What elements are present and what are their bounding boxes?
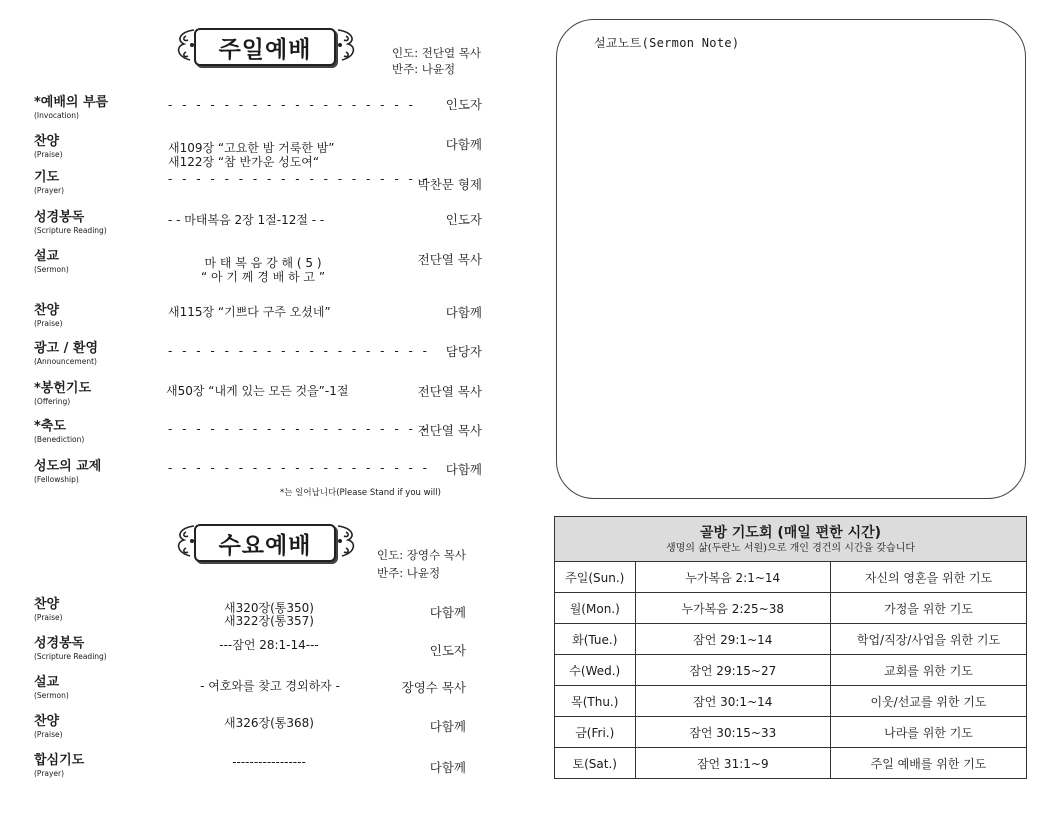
program-item-english: (Praise) — [34, 319, 63, 328]
passage-cell: 잠언 31:1~9 — [635, 748, 830, 779]
day-cell: 주일(Sun.) — [555, 562, 636, 593]
passage-cell: 잠언 29:15~27 — [635, 655, 830, 686]
day-cell: 수(Wed.) — [555, 655, 636, 686]
program-item-label: 설교 — [34, 249, 60, 264]
program-item-english: (Invocation) — [34, 111, 79, 120]
program-item-english: (Praise) — [34, 613, 63, 622]
program-item-content: ----------------- — [232, 755, 306, 769]
table-row — [555, 624, 1027, 655]
program-item-content: - - 마태복음 2장 1절-12절 - - — [168, 213, 325, 227]
sermon-series: 마 태 복 음 강 해 ( 5 ) — [204, 256, 322, 270]
table-row — [555, 593, 1027, 624]
program-item-label: 성도의 교제 — [34, 459, 102, 474]
table-row — [555, 655, 1027, 686]
program-item-responsible: 담당자 — [445, 344, 482, 359]
program-item-content: ---잠언 28:1-14--- — [219, 638, 319, 652]
passage-cell: 잠언 30:15~33 — [635, 717, 830, 748]
program-item-label: 성경봉독 — [34, 210, 85, 225]
wednesday-leader: 인도: 장영수 목사 — [377, 548, 466, 562]
table-row — [555, 748, 1027, 779]
program-item-english: (Scripture Reading) — [34, 652, 107, 661]
topic-cell: 자신의 영혼을 위한 기도 — [831, 562, 1027, 593]
prayer-table-header — [555, 517, 1027, 562]
table-row — [555, 686, 1027, 717]
program-item-responsible: 인도자 — [445, 212, 482, 227]
program-item-content: - - - - - - - - - - - - - - - - - - - — [168, 461, 430, 475]
passage-cell: 누가복음 2:25~38 — [635, 593, 830, 624]
day-cell: 화(Tue.) — [555, 624, 636, 655]
wed-row-scripture — [34, 636, 496, 668]
sunday-accompanist: 반주: 나윤정 — [392, 62, 456, 76]
program-item-responsible: 다함께 — [429, 605, 466, 620]
program-item-responsible: 전단열 목사 — [417, 252, 482, 267]
day-cell: 목(Thu.) — [555, 686, 636, 717]
wednesday-service-header — [172, 522, 362, 564]
program-item-label: 찬양 — [34, 714, 60, 729]
hymn-line-2: 새122장 “참 반가운 성도여“ — [168, 155, 320, 169]
program-item-content: - - - - - - - - - - - - - - - - - - - — [168, 344, 430, 358]
program-item-label: 합심기도 — [34, 753, 85, 768]
program-item-label: 성경봉독 — [34, 636, 85, 651]
day-cell: 금(Fri.) — [555, 717, 636, 748]
prayer-table-subtitle: 생명의 삶(두란노 서원)으로 개인 경건의 시간을 갖습니다 — [665, 542, 916, 554]
program-item-english: (Offering) — [34, 397, 71, 406]
program-item-english: (Announcement) — [34, 357, 97, 366]
program-item-english: (Fellowship) — [34, 475, 79, 484]
program-item-label: 광고 / 환영 — [34, 341, 99, 356]
program-item-label: 설교 — [34, 675, 60, 690]
hymn-line-2: 새322장(통357) — [224, 614, 314, 628]
program-item-content: - 여호와를 찾고 경외하자 - — [200, 679, 340, 693]
program-item-english: (Sermon) — [34, 691, 69, 700]
topic-cell: 학업/직장/사업을 위한 기도 — [831, 624, 1027, 655]
program-item-label: 찬양 — [34, 134, 60, 149]
wednesday-accompanist: 반주: 나윤정 — [377, 566, 441, 580]
passage-cell: 잠언 29:1~14 — [635, 624, 830, 655]
hymn-line-1: 새109장 “고요한 밤 거룩한 밤” — [168, 141, 335, 155]
program-item-content: 새50장 “내게 있는 모든 것을”-1절 — [166, 384, 349, 398]
program-row-scripture — [34, 210, 496, 242]
program-item-label: *봉헌기도 — [34, 381, 92, 396]
topic-cell: 나라를 위한 기도 — [831, 717, 1027, 748]
wednesday-service-title: 수요예배 — [194, 524, 336, 562]
program-item-english: (Prayer) — [34, 186, 65, 195]
program-row-offering — [34, 381, 496, 413]
program-item-english: (Praise) — [34, 150, 63, 159]
wed-row-prayer — [34, 753, 496, 785]
program-item-english: (Sermon) — [34, 265, 69, 274]
prayer-schedule-table — [554, 516, 1027, 779]
sunday-service-header — [172, 26, 362, 68]
program-item-responsible: 박찬문 형제 — [417, 177, 482, 192]
program-item-english: (Benediction) — [34, 435, 85, 444]
program-item-english: (Praise) — [34, 730, 63, 739]
program-item-responsible: 다함께 — [445, 137, 482, 152]
sermon-note-title: 설교노트(Sermon Note) — [594, 36, 740, 50]
right-flourish-ornament — [334, 26, 360, 66]
program-row-sermon — [34, 249, 496, 284]
program-item-content: - - - - - - - - - - - - - - - - - - — [168, 98, 416, 112]
sunday-service-title: 주일예배 — [194, 28, 336, 66]
wed-row-praise-2 — [34, 714, 496, 746]
program-item-label: *예배의 부름 — [34, 95, 109, 110]
sermon-note-box[interactable] — [556, 19, 1026, 499]
program-row-praise-2 — [34, 303, 496, 335]
program-item-responsible: 다함께 — [445, 305, 482, 320]
prayer-table-title: 골방 기도회 (매일 편한 시간) — [699, 524, 882, 541]
program-item-label: 기도 — [34, 170, 60, 185]
sermon-title: “ 아 기 께 경 배 하 고 ” — [200, 270, 326, 284]
day-cell: 토(Sat.) — [555, 748, 636, 779]
program-item-responsible: 전단열 목사 — [417, 423, 482, 438]
stand-note: *는 일어납니다(Please Stand if you will) — [280, 488, 441, 498]
program-item-label: 찬양 — [34, 303, 60, 318]
right-flourish-ornament — [334, 522, 360, 562]
program-item-responsible: 인도자 — [429, 643, 466, 658]
passage-cell: 잠언 30:1~14 — [635, 686, 830, 717]
program-item-content: - - - - - - - - - - - - - - - - - - - — [168, 172, 430, 186]
program-item-english: (Scripture Reading) — [34, 226, 107, 235]
program-item-english: (Prayer) — [34, 769, 65, 778]
program-item-responsible: 다함께 — [429, 760, 466, 775]
topic-cell: 가정을 위한 기도 — [831, 593, 1027, 624]
program-item-label: *축도 — [34, 419, 66, 434]
passage-cell: 누가복음 2:1~14 — [635, 562, 830, 593]
program-row-benediction — [34, 419, 496, 451]
program-item-responsible: 전단열 목사 — [417, 384, 482, 399]
program-item-responsible: 다함께 — [429, 719, 466, 734]
program-item-content: 새326장(통368) — [224, 716, 314, 730]
program-row-praise — [34, 134, 496, 169]
program-item-responsible: 다함께 — [445, 462, 482, 477]
sunday-leader: 인도: 전단열 목사 — [392, 46, 481, 60]
program-item-content: - - - - - - - - - - - - - - - - - - - — [168, 422, 430, 436]
program-row-invocation — [34, 95, 496, 127]
program-item-responsible: 장영수 목사 — [401, 680, 466, 695]
program-item-responsible: 인도자 — [445, 97, 482, 112]
table-row — [555, 562, 1027, 593]
program-item-label: 찬양 — [34, 597, 60, 612]
program-item-content: 새115장 “기쁘다 구주 오셨네” — [168, 305, 331, 319]
wed-row-sermon — [34, 675, 496, 707]
topic-cell: 이웃/선교를 위한 기도 — [831, 686, 1027, 717]
hymn-line-1: 새320장(통350) — [224, 601, 314, 615]
day-cell: 월(Mon.) — [555, 593, 636, 624]
table-row — [555, 717, 1027, 748]
program-row-announcement — [34, 341, 496, 373]
topic-cell: 교회를 위한 기도 — [831, 655, 1027, 686]
wed-row-praise — [34, 597, 496, 629]
program-row-prayer — [34, 170, 496, 202]
topic-cell: 주일 예배를 위한 기도 — [831, 748, 1027, 779]
